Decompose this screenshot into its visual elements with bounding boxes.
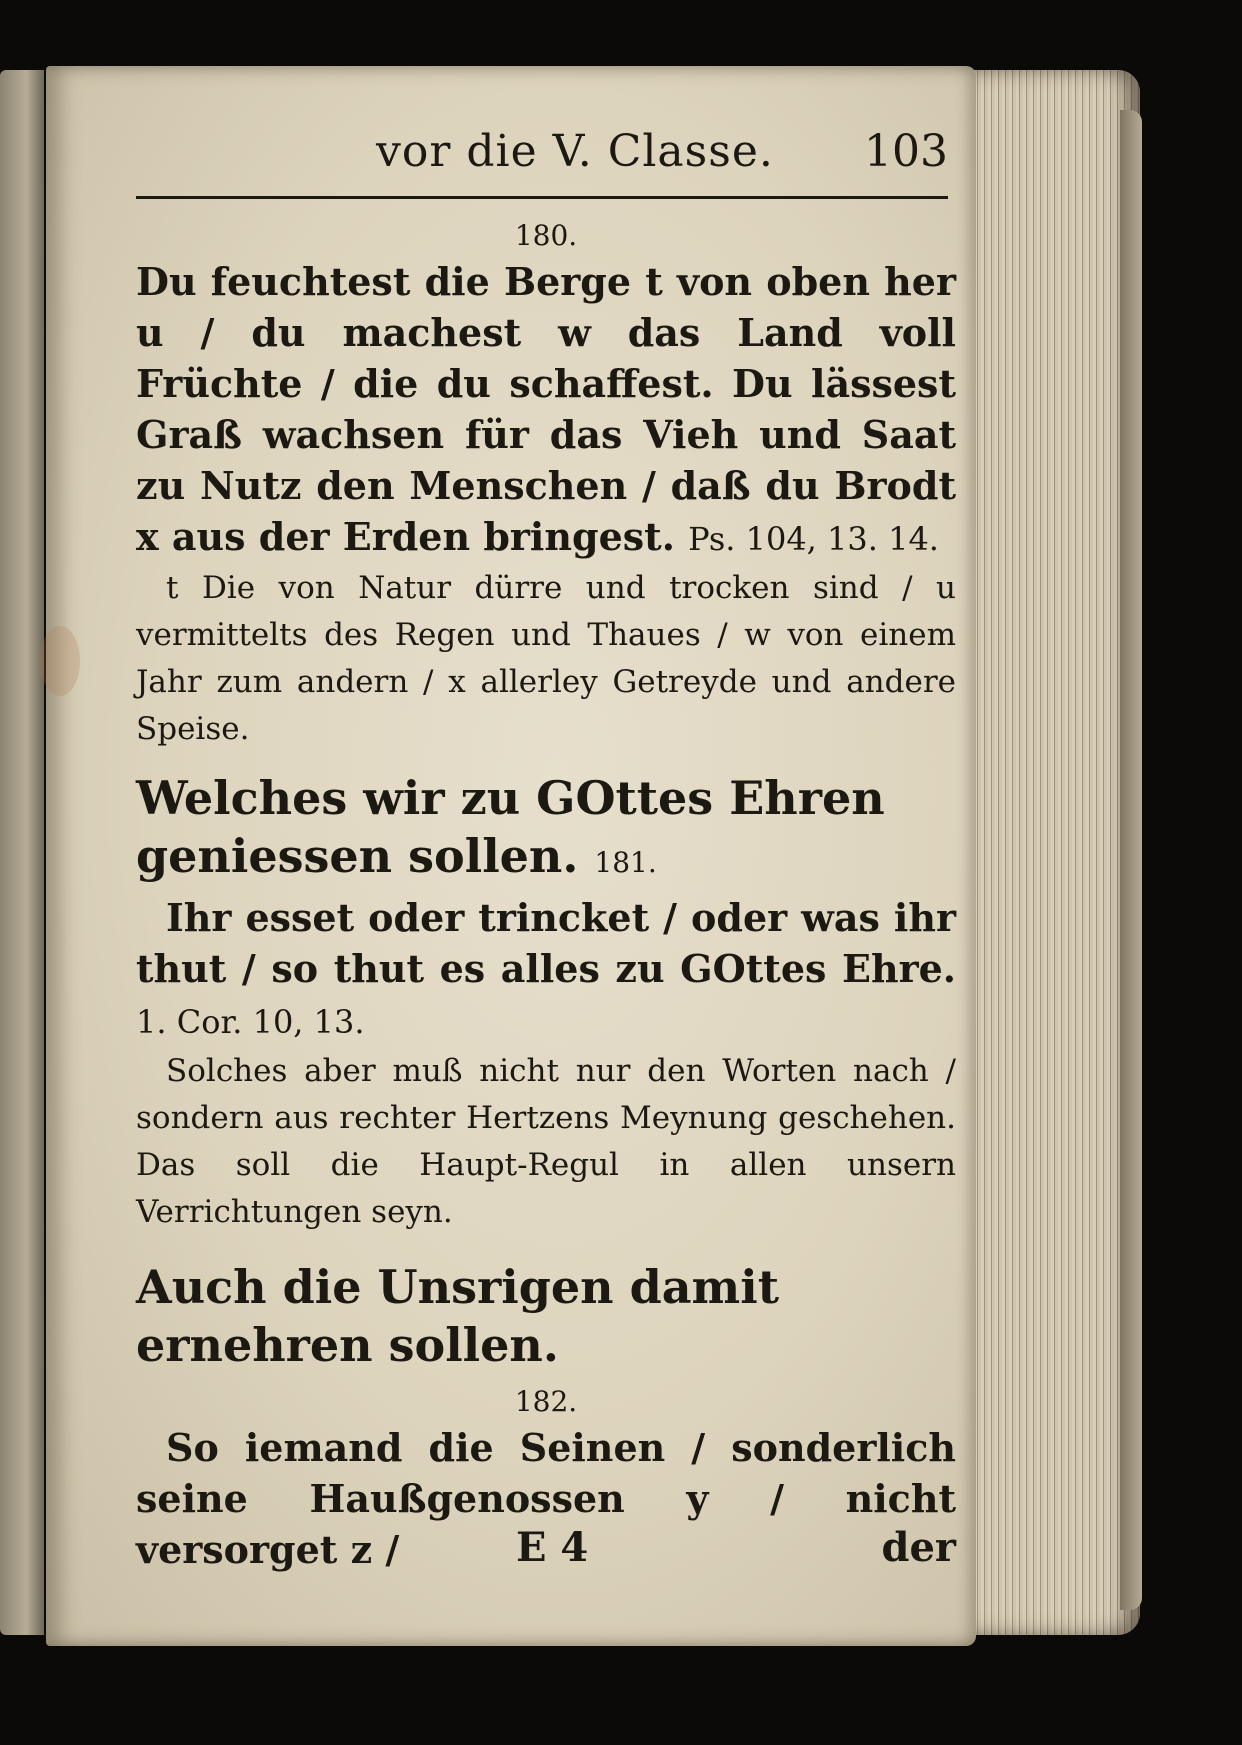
- heading-182: Auch die Unsrigen damit ernehren sollen.: [136, 1260, 779, 1372]
- section-number-182: 182.: [514, 1385, 578, 1418]
- book-cover-edge: [1120, 110, 1142, 1610]
- reference-180: Ps. 104, 13. 14.: [688, 520, 939, 558]
- note-180: t Die von Natur dürre und trocken sind / u vermittelts des Regen und Thaues / w von einem Jahr zum andern / x allerley Getreyde und andere Speise.: [136, 570, 956, 747]
- verse-180-text: Du feuchtest die Berge t von oben her u / du machest w das Land voll Früchte / die du schaffest. Du lässest Graß wachsen für das Vieh und Saat zu Nutz den Menschen / daß du Brodt x aus der Erden bringest.: [136, 259, 956, 559]
- left-page-edge: [0, 70, 44, 1635]
- verse-180: [136, 256, 956, 565]
- section-number-180: 180.: [514, 219, 578, 252]
- heading-181-text: Welches wir zu GOttes Ehren geniessen sollen.: [136, 771, 885, 883]
- verse-182: So iemand die Seinen / sonderlich seine Haußgenossen y / nicht versorget z /: [136, 1425, 956, 1572]
- header-rule: [136, 196, 948, 199]
- paper-stain: [40, 626, 80, 696]
- running-header: [136, 126, 948, 196]
- page-body: [136, 216, 956, 1575]
- page-edges: [960, 70, 1140, 1635]
- section-number-181: 181.: [594, 846, 657, 879]
- running-title: vor die V. Classe.: [376, 126, 774, 177]
- reference-181: 1. Cor. 10, 13.: [136, 1003, 365, 1041]
- note-181: Solches aber muß nicht nur den Worten nach / sondern aus rechter Hertzens Meynung geschehen. Das soll die Haupt-Regul in allen unsern Verrichtungen seyn.: [136, 1053, 956, 1230]
- page-footer: [136, 1524, 956, 1584]
- verse-181: [136, 892, 956, 1048]
- catchword: der: [881, 1524, 956, 1571]
- verse-181-text: Ihr esset oder trincket / oder was ihr thut / so thut es alles zu GOttes Ehre.: [136, 895, 956, 991]
- book-page: [46, 66, 976, 1646]
- heading-181: [136, 769, 956, 892]
- page-number: 103: [864, 126, 948, 177]
- signature-mark: E 4: [516, 1524, 589, 1571]
